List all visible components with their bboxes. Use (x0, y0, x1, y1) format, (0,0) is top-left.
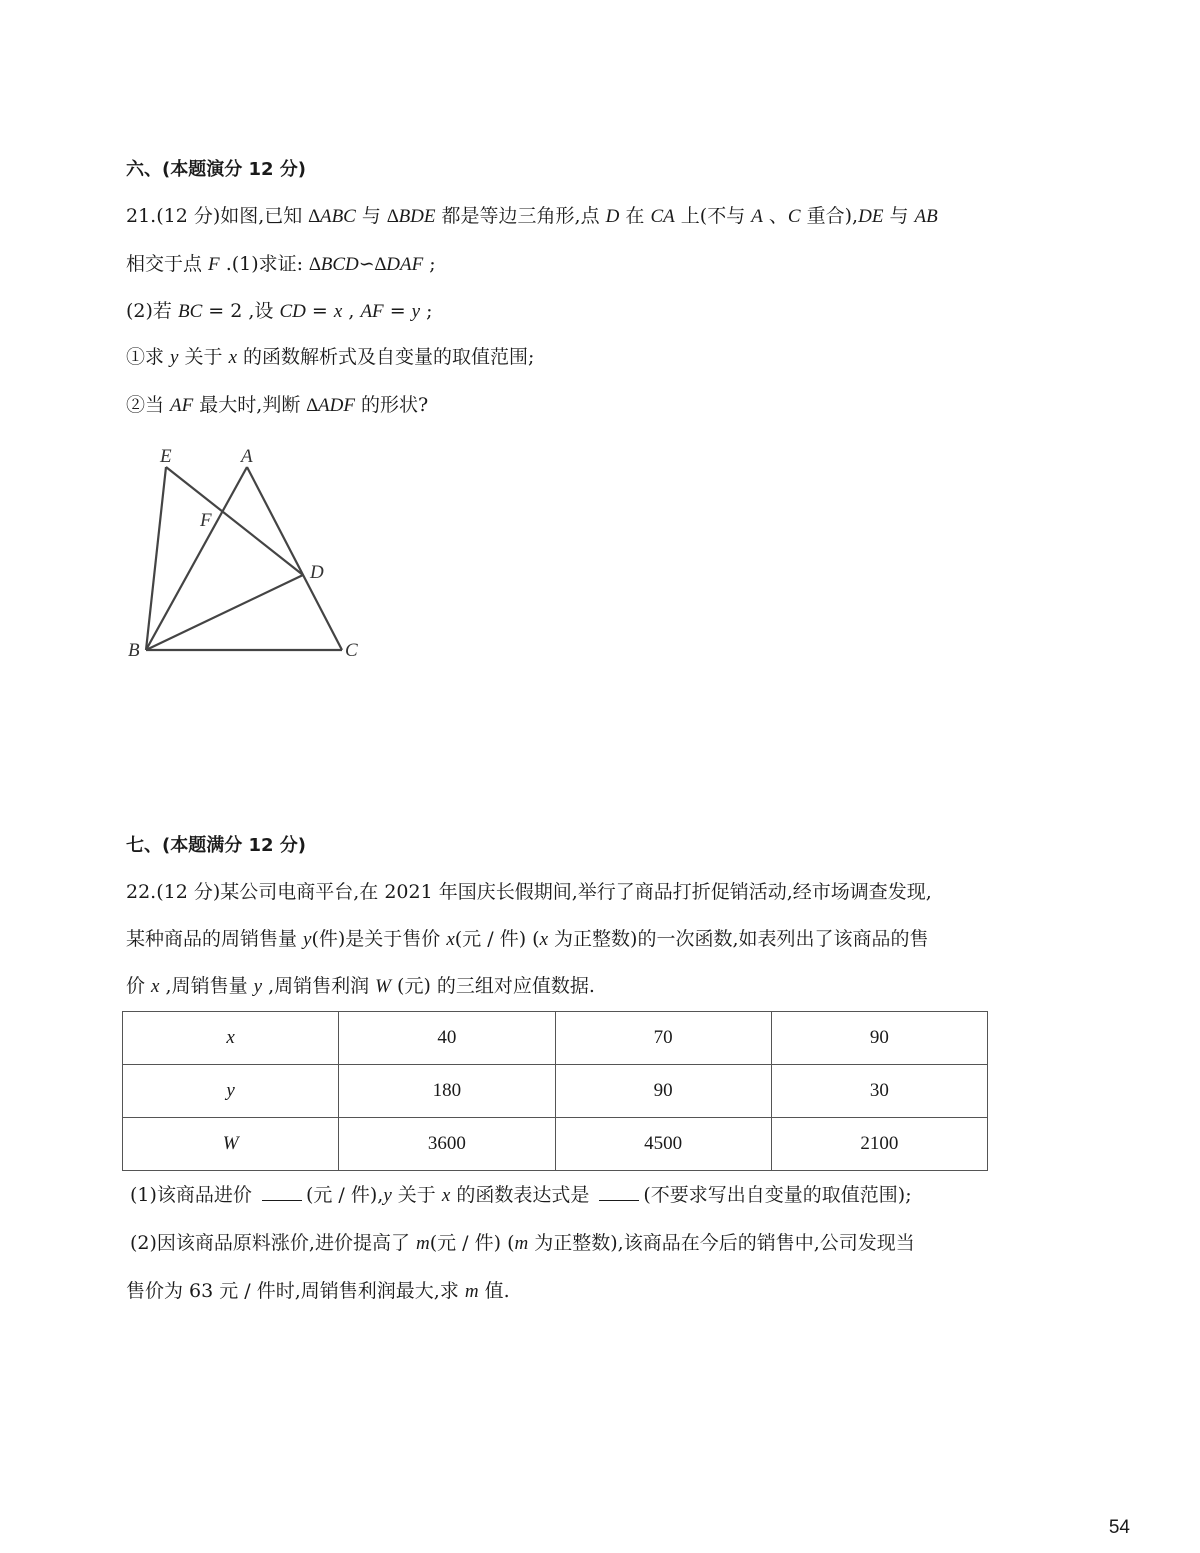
label-d: D (310, 562, 324, 583)
triangle-figure (120, 440, 380, 675)
q21-line-4 (126, 344, 534, 371)
text: 为正整数),该商品在今后的销售中,公司发现当 (528, 1232, 915, 1254)
math-ab: AB (914, 206, 938, 227)
text: ; (420, 300, 433, 322)
math-similar: ∆BCD∽∆DAF (309, 254, 424, 275)
text: (2)因该商品原料涨价,进价提高了 (130, 1232, 416, 1254)
text: 上(不与 (674, 205, 752, 227)
text: 都是等边三角形,点 (435, 205, 606, 227)
math-y: y (411, 301, 421, 322)
section-heading-7: 七、(本题满分 12 分) (126, 835, 307, 856)
text: 为正整数)的一次函数,如表列出了该商品的售 (548, 928, 929, 950)
math-x: x (539, 929, 548, 950)
table-cell: 90 (771, 1012, 987, 1065)
text: = 2 ,设 (202, 300, 280, 322)
math-y: y (303, 929, 312, 950)
table-cell: 70 (555, 1012, 771, 1065)
label-c: C (345, 640, 358, 661)
text: 的函数解析式及自变量的取值范围; (237, 346, 535, 368)
text: 的函数表达式是 (450, 1184, 596, 1206)
text: (1)该商品进价 (130, 1184, 258, 1206)
segment-eb (146, 467, 166, 650)
text: 某种商品的周销售量 (126, 928, 304, 950)
math-af: AF (170, 395, 194, 416)
table-row (123, 1118, 988, 1171)
q22-part-2 (130, 1230, 915, 1257)
segment-bd (146, 575, 303, 650)
text: 最大时,判断 (193, 394, 307, 416)
text: ①求 (126, 346, 171, 368)
math-ca: CA (650, 206, 675, 227)
text: 与 (883, 205, 915, 227)
text: .(1)求证: (219, 253, 310, 275)
math-y: y (170, 347, 179, 368)
math-af: AF (360, 301, 384, 322)
label-a: A (241, 446, 253, 467)
answer-blank-2[interactable] (599, 1184, 639, 1201)
math-bde: ∆BDE (386, 206, 436, 227)
math-w: W (375, 976, 391, 997)
math-m: m (416, 1233, 430, 1254)
q22-line-1: 22.(12 分)某公司电商平台,在 2021 年国庆长假期间,举行了商品打折促销活动,经市场调查发现, (126, 881, 932, 903)
label-e: E (160, 446, 172, 467)
text: 、 (762, 205, 788, 227)
text: 值. (478, 1280, 510, 1302)
q21-line-1 (126, 203, 938, 230)
table-cell: 180 (339, 1065, 555, 1118)
table-cell: 40 (339, 1012, 555, 1065)
table-cell: 30 (771, 1065, 987, 1118)
q21-line-5 (126, 392, 428, 419)
text: (元 / 件), (305, 1184, 384, 1206)
math-y: y (253, 976, 263, 997)
text: ,周销售量 (159, 975, 254, 997)
text: (不要求写出自变量的取值范围); (643, 1184, 912, 1206)
q22-part-1 (130, 1182, 912, 1209)
row-header-y: y (123, 1065, 339, 1118)
math-y: y (383, 1185, 392, 1206)
q22-line-2 (126, 926, 929, 953)
row-header-x: x (123, 1012, 339, 1065)
math-c: C (787, 206, 801, 227)
text: = (305, 300, 334, 322)
section-heading-6: 六、(本题演分 12 分) (126, 159, 307, 180)
text: 21.(12 分)如图,已知 (126, 205, 309, 227)
math-bc: BC (177, 301, 203, 322)
text: ; (423, 253, 436, 275)
text: ②当 (126, 394, 171, 416)
math-f: F (208, 254, 220, 275)
text: , (342, 300, 361, 322)
text: (件)是关于售价 (311, 928, 447, 950)
math-adf: ∆ADF (306, 395, 355, 416)
text: (元 / 件) ( (429, 1232, 515, 1254)
text: (元) 的三组对应值数据. (391, 975, 595, 997)
value-table (122, 1011, 988, 1171)
text: = (383, 300, 412, 322)
math-x: x (228, 347, 238, 368)
q21-line-2 (126, 251, 436, 278)
table-row (123, 1065, 988, 1118)
segment-ac (247, 467, 342, 650)
q22-line-3 (126, 973, 595, 1000)
text: (2)若 (126, 300, 178, 322)
math-d: D (605, 206, 620, 227)
table-cell: 90 (555, 1065, 771, 1118)
math-x: x (333, 301, 343, 322)
segment-ed (166, 467, 303, 575)
math-a: A (751, 206, 763, 227)
text: 关于 (178, 346, 229, 368)
table-cell: 4500 (555, 1118, 771, 1171)
segment-ab (146, 467, 247, 650)
triangle-svg (120, 440, 380, 670)
answer-blank-1[interactable] (262, 1184, 302, 1201)
q21-line-3 (126, 298, 433, 325)
text: 关于 (391, 1184, 442, 1206)
text: 重合), (800, 205, 859, 227)
table-cell: 2100 (771, 1118, 987, 1171)
table-row (123, 1012, 988, 1065)
text: 售价为 63 元 / 件时,周销售利润最大,求 (126, 1280, 465, 1302)
text: (元 / 件) ( (454, 928, 540, 950)
math-m: m (464, 1281, 479, 1302)
math-cd: CD (279, 301, 306, 322)
row-header-w: W (123, 1118, 339, 1171)
q22-part-2-cont (126, 1278, 510, 1305)
text: 在 (619, 205, 651, 227)
math-x: x (446, 929, 455, 950)
table-cell: 3600 (339, 1118, 555, 1171)
math-x: x (441, 1185, 451, 1206)
text: 与 (355, 205, 387, 227)
label-b: B (128, 640, 140, 661)
label-f: F (200, 510, 212, 531)
text: ,周销售利润 (262, 975, 376, 997)
math-x: x (151, 976, 160, 997)
text: 相交于点 (126, 253, 209, 275)
math-de: DE (858, 206, 884, 227)
math-abc: ∆ABC (308, 206, 356, 227)
math-m: m (514, 1233, 529, 1254)
text: 的形状? (354, 394, 429, 416)
text: 价 (126, 975, 152, 997)
page-number: 54 (1108, 1517, 1130, 1538)
